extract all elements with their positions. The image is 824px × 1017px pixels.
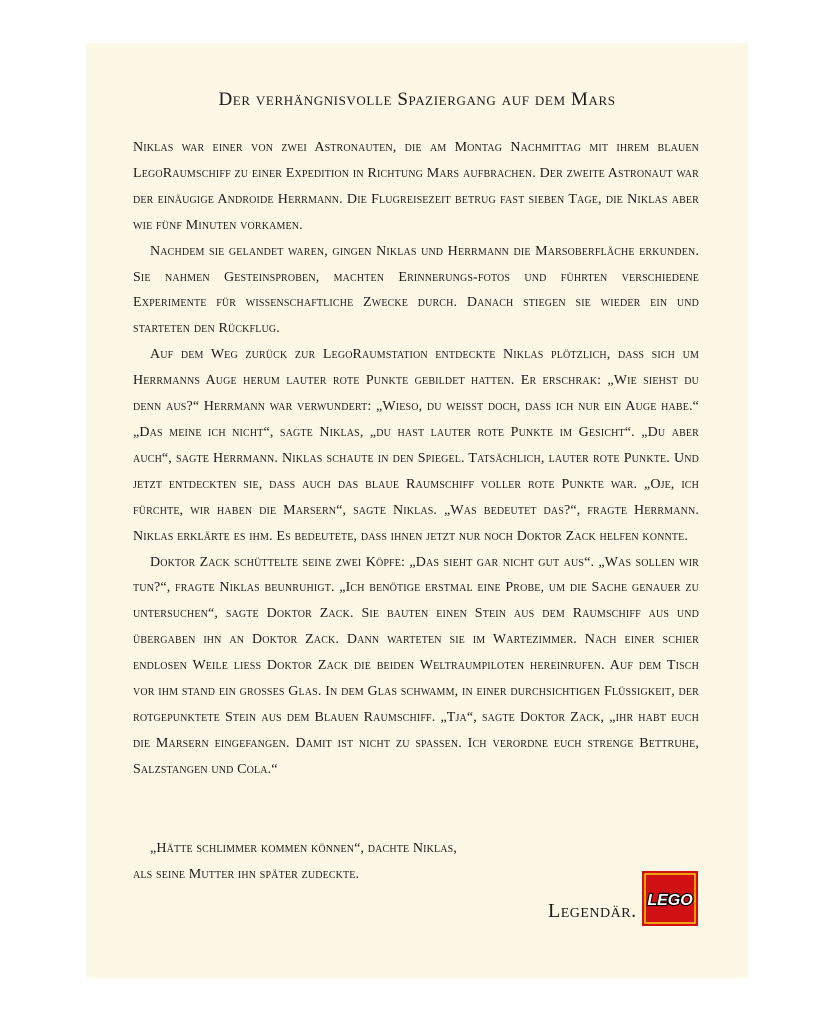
story-body	[133, 135, 699, 783]
slogan: Legendär.	[548, 900, 637, 922]
ending-line-1: „Hätte schlimmer kommen können“, dachte Niklas,	[150, 841, 457, 856]
story-ending	[133, 836, 457, 888]
ending-line-2: als seine Mutter ihn später zudeckte.	[133, 866, 360, 882]
paragraph-4: Doktor Zack schüttelte seine zwei Köpfe: „Das sieht gar nicht gut aus“. „Was sollen wir tun?“, fragte Niklas beunruhigt. „Ich benötige erstmal eine Probe, um die Sache genauer zu untersuchen“, sagte Doktor Zack. Sie bauten einen Stein aus dem Raumschiff aus und übergaben ihn an Doktor Zack. Dann warteten sie im Wartezimmer. Nach einer schier endlosen Weile liess Doktor Zack die beiden Weltraumpiloten hereinrufen. Auf dem Tisch vor ihm stand ein grosses Glas. In dem Glas schwamm, in einer durchsichtigen Flüssigkeit, der rotgepunktete Stein aus dem Blauen Raumschiff. „Tja“, sagte Doktor Zack, „ihr habt euch die Marsern eingefangen. Damit ist nicht zu spassen. Ich verordne euch strenge Bettruhe, Salzstangen und Cola.“	[133, 554, 699, 777]
document-page	[86, 43, 748, 978]
lego-logo-text: LEGO	[647, 892, 693, 909]
paragraph-3: Auf dem Weg zurück zur LegoRaumstation entdeckte Niklas plötzlich, dass sich um Herrmanns Auge herum lauter rote Punkte gebildet hatten. Er erschrak: „Wie siehst du denn aus?“ Herrmann war verwundert: „Wieso, du weisst doch, dass ich nur ein Auge habe.“ „Das meine ich nicht“, sagte Niklas, „du hast lauter rote Punkte im Gesicht“. „Du aber auch“, sagte Herrmann. Niklas schaute in den Spiegel. Tatsächlich, lauter rote Punkte. Und jetzt entdeckten sie, dass auch das blaue Raumschiff voller rote Punkte war. „Oje, ich fürchte, wir haben die Marsern“, sagte Niklas. „Was bedeutet das?“, fragte Herrmann. Niklas erklärte es ihm. Es bedeutete, dass ihnen jetzt nur noch Doktor Zack helfen konnte.	[133, 347, 699, 544]
lego-logo	[642, 871, 698, 926]
document-title: Der verhängnisvolle Spaziergang auf dem Mars	[218, 89, 616, 110]
paragraph-1: Niklas war einer von zwei Astronauten, die am Montag Nachmittag mit ihrem blauen LegoRaumschiff zu einer Expedition in Richtung Mars aufbrachen. Der zweite Astronaut war der einäugige Androide Herrmann. Die Flugreisezeit betrug fast sieben Tage, die Niklas aber wie fünf Minuten vorkamen.	[133, 140, 699, 233]
paragraph-2: Nachdem sie gelandet waren, gingen Niklas und Herrmann die Marsoberfläche erkunden. Sie nahmen Gesteinsproben, machten Erinnerungs-fotos und führten verschiedene Experimente für wissenschaftliche Zwecke durch. Danach stiegen sie wieder ein und starteten den Rückflug.	[133, 243, 699, 337]
